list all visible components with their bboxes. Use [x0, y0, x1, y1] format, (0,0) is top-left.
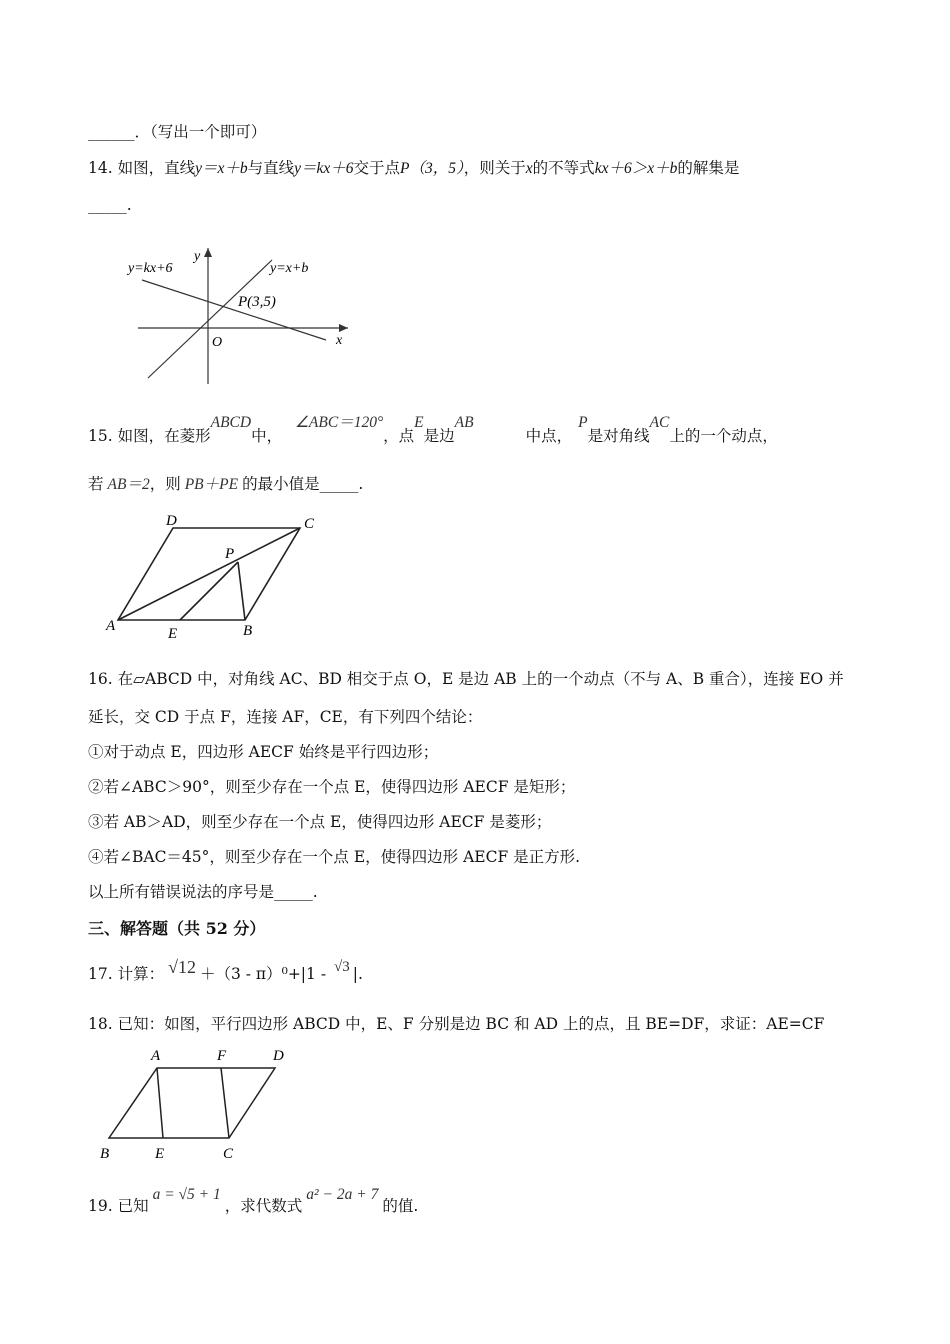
fig18-label-b: B — [100, 1146, 110, 1162]
q13-tail: ______．（写出一个即可） — [88, 123, 267, 141]
q15-t8: 若 — [88, 475, 104, 493]
q19-text — [88, 1186, 419, 1216]
q14-text-b: 与直线 — [247, 159, 295, 177]
fig14-label-line2: y=x+b — [270, 261, 309, 276]
q15-t5: 中点， — [525, 427, 573, 445]
fig14-label-x: x — [336, 333, 343, 348]
fig15-label-a: A — [106, 618, 116, 634]
q15-t6: 是对角线 — [587, 427, 650, 445]
q16-conclusion-1: ①对于动点 E，四边形 AECF 始终是平行四边形； — [88, 743, 439, 761]
fig18-segment-ae — [157, 1068, 163, 1138]
fig18-label-a: A — [151, 1048, 161, 1064]
q17-text — [88, 957, 363, 984]
q15-m7: AB＝2 — [107, 476, 150, 493]
q15-m6: AC — [649, 414, 670, 431]
fig14-label-line1: y=kx+6 — [128, 261, 173, 276]
fig15-segment-pb — [238, 562, 245, 620]
q16-conclusion-4: ④若∠BAC＝45°，则至少存在一个点 E，使得四边形 AECF 是正方形. — [88, 848, 581, 866]
q15-m3: E — [414, 414, 424, 431]
fig18-label-d: D — [273, 1048, 284, 1064]
fig18-segment-fc — [221, 1068, 229, 1138]
fig18-label-c: C — [223, 1146, 234, 1162]
q16-conclusion-2: ②若∠ABC＞90°，则至少存在一个点 E，使得四边形 AECF 是矩形； — [88, 778, 576, 796]
q19-mid: ，求代数式 — [224, 1197, 303, 1215]
q15-m1: ABCD — [210, 414, 252, 431]
q19-num: 19. 已知 — [88, 1197, 149, 1215]
fig14-x-arrow — [339, 324, 348, 332]
fig15-label-d: D — [166, 513, 177, 529]
q16-line1: 16. 在▱ABCD 中，对角线 AC、BD 相交于点 O，E 是边 AB 上的一个动点（不与 A、B 重合），连接 EO 并 — [88, 670, 844, 688]
q19-end: 的值. — [382, 1197, 419, 1215]
q14-text-e: 的不等式 — [532, 159, 595, 177]
q14-text-c: 交于点 — [353, 159, 401, 177]
fig14-label-y: y — [194, 249, 201, 264]
q17-sqrt12: √12 — [168, 957, 196, 977]
figure-15 — [100, 510, 330, 645]
q15-m2: ∠ABC＝120° — [295, 414, 384, 431]
fig14-label-o: O — [212, 335, 223, 350]
q18-text: 18. 已知：如图，平行四边形 ABCD 中，E、F 分别是边 BC 和 AD 上的点，且 BE=DF，求证：AE=CF — [88, 1015, 825, 1033]
q14-point: P（3，5） — [400, 160, 464, 177]
fig15-segment-pe — [180, 562, 238, 620]
q17-end: |. — [352, 965, 363, 983]
q16-line2: 延长，交 CD 于点 F，连接 AF，CE，有下列四个结论： — [88, 708, 483, 726]
q17-num: 17. 计算： — [88, 965, 165, 983]
q15-t1: 如图，在菱形 — [117, 427, 211, 445]
q14-eq2: y＝kx＋6 — [294, 160, 354, 177]
fig15-label-p: P — [225, 546, 235, 562]
fig15-label-b: B — [243, 623, 253, 639]
q15-t4: 是边 — [423, 427, 455, 445]
q14-eq1: y＝x＋b — [195, 160, 248, 177]
fig14-y-arrow — [204, 248, 212, 257]
q14-blank: _____. — [88, 196, 132, 214]
q16-conclusion-3: ③若 AB＞AD，则至少存在一个点 E，使得四边形 AECF 是菱形； — [88, 813, 552, 831]
q19-expr2: a² − 2a + 7 — [306, 1186, 379, 1203]
q15-num: 15. — [88, 427, 113, 445]
q15-line2 — [88, 472, 363, 494]
q17-sqrt3: √3 — [334, 959, 350, 975]
q15-t7: 上的一个动点， — [669, 427, 778, 445]
q14-var: x — [525, 160, 533, 177]
section-3-heading: 三、解答题（共 52 分） — [88, 919, 266, 938]
q15-t2: 中， — [251, 427, 283, 445]
q15-m5: P — [578, 414, 588, 431]
q15-t3: ，点 — [383, 427, 415, 445]
q14-num: 14. — [88, 159, 113, 177]
q15-line1 — [88, 414, 778, 446]
fig15-label-e: E — [168, 626, 178, 642]
q17-mid: ＋（3 - π）⁰+|1 - — [199, 965, 331, 983]
figure-14 — [120, 244, 360, 389]
fig18-label-e: E — [155, 1146, 165, 1162]
q14-text — [88, 156, 739, 178]
q15-m8: PB＋PE — [184, 476, 239, 493]
q14-text-a: 如图，直线 — [117, 159, 196, 177]
q15-t10: 的最小值是_____. — [242, 475, 364, 493]
q15-t9: ，则 — [149, 475, 181, 493]
fig18-label-f: F — [217, 1048, 227, 1064]
figure-18 — [95, 1044, 295, 1164]
fig14-line-x-plus-b — [148, 260, 272, 378]
q16-ask: 以上所有错误说法的序号是_____. — [88, 883, 318, 901]
fig14-line-kx-plus-6 — [142, 280, 326, 340]
q14-text-d: ，则关于 — [463, 159, 526, 177]
fig15-label-c: C — [304, 516, 315, 532]
q14-text-f: 的解集是 — [677, 159, 740, 177]
q14-ineq: kx＋6＞x＋b — [594, 160, 678, 177]
fig18-parallelogram — [109, 1068, 275, 1138]
q15-m4: AB — [454, 414, 474, 431]
q19-expr1: a = √5 + 1 — [152, 1186, 221, 1203]
fig14-label-p: P(3,5) — [238, 294, 276, 310]
